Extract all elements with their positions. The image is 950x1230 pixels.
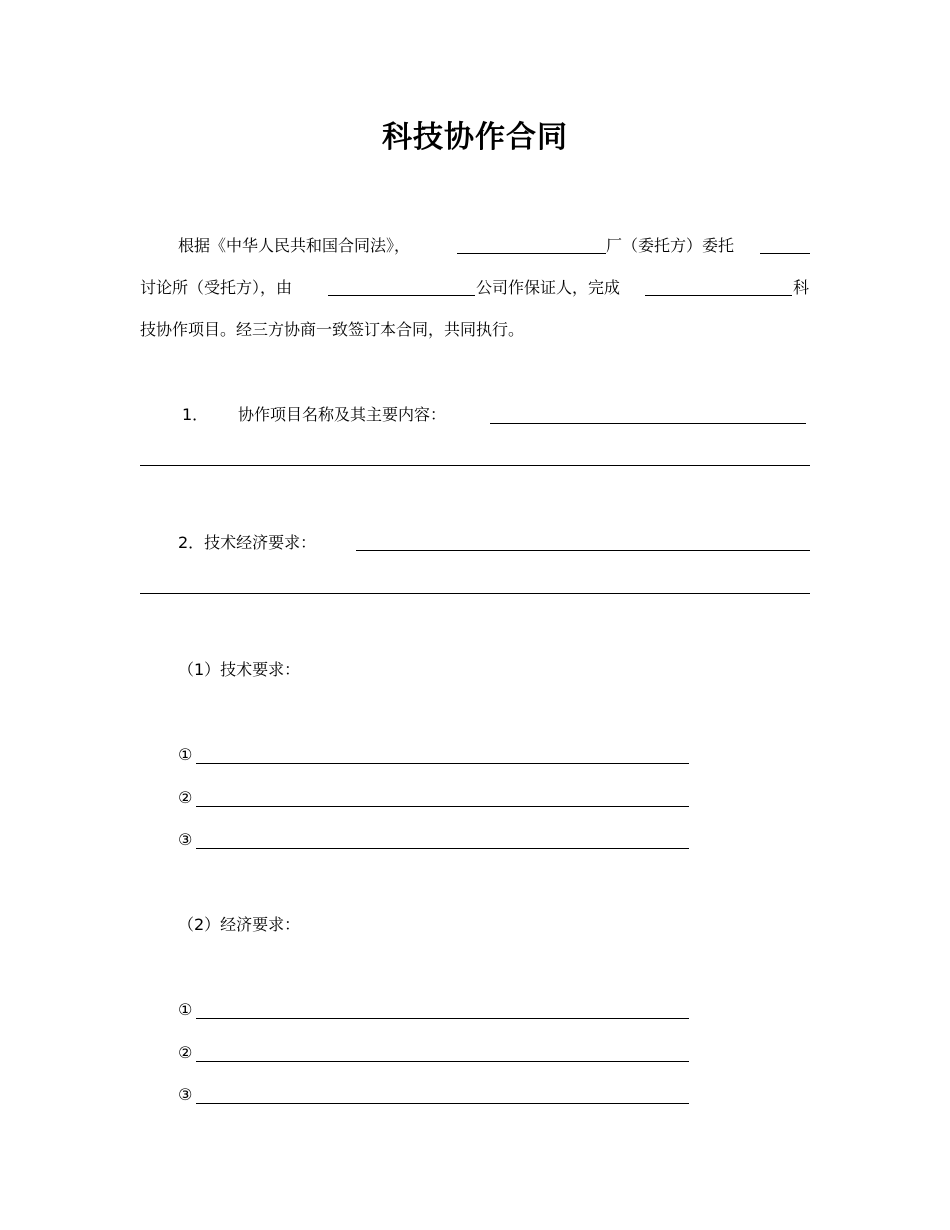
tech-item-2-marker: ② — [178, 788, 193, 807]
tech-item-3-blank[interactable] — [196, 847, 689, 849]
econ-item-1-marker: ① — [178, 1000, 193, 1019]
research-institute-blank[interactable] — [760, 252, 810, 254]
econ-requirements-label: （2）经济要求： — [178, 915, 301, 934]
intro-text-3: 技协作项目。经三方协商一致签订本合同，共同执行。 — [140, 320, 525, 339]
econ-item-2-blank[interactable] — [196, 1060, 689, 1062]
section-1-number: 1． — [182, 405, 209, 424]
tech-item-2-blank[interactable] — [196, 805, 689, 807]
guarantor-company-blank[interactable] — [328, 294, 475, 296]
project-content-blank-2[interactable] — [140, 464, 810, 466]
intro-text-1b: 厂（委托方）委托 — [606, 236, 735, 255]
econ-item-3-marker: ③ — [178, 1085, 193, 1104]
client-factory-blank[interactable] — [457, 252, 606, 254]
tech-item-1-marker: ① — [178, 745, 193, 764]
econ-item-2-marker: ② — [178, 1043, 193, 1062]
intro-text-1a: 根据《中华人民共和国合同法》， — [178, 236, 411, 255]
section-1-label: 协作项目名称及其主要内容： — [238, 405, 447, 424]
section-2-label: 2．技术经济要求： — [178, 533, 317, 552]
tech-item-1-blank[interactable] — [196, 762, 689, 764]
page-title: 科技协作合同 — [382, 120, 568, 155]
intro-text-2a: 讨论所（受托方），由 — [140, 278, 293, 297]
tech-econ-blank-2[interactable] — [140, 592, 810, 594]
project-name-blank[interactable] — [645, 294, 792, 296]
econ-item-1-blank[interactable] — [196, 1017, 689, 1019]
intro-text-2b: 公司作保证人，完成 — [476, 278, 621, 297]
intro-text-2c: 科 — [793, 278, 810, 297]
tech-requirements-label: （1）技术要求： — [178, 660, 301, 679]
project-content-blank-1[interactable] — [490, 422, 806, 424]
tech-item-3-marker: ③ — [178, 830, 193, 849]
tech-econ-blank-1[interactable] — [356, 549, 810, 551]
econ-item-3-blank[interactable] — [196, 1102, 689, 1104]
